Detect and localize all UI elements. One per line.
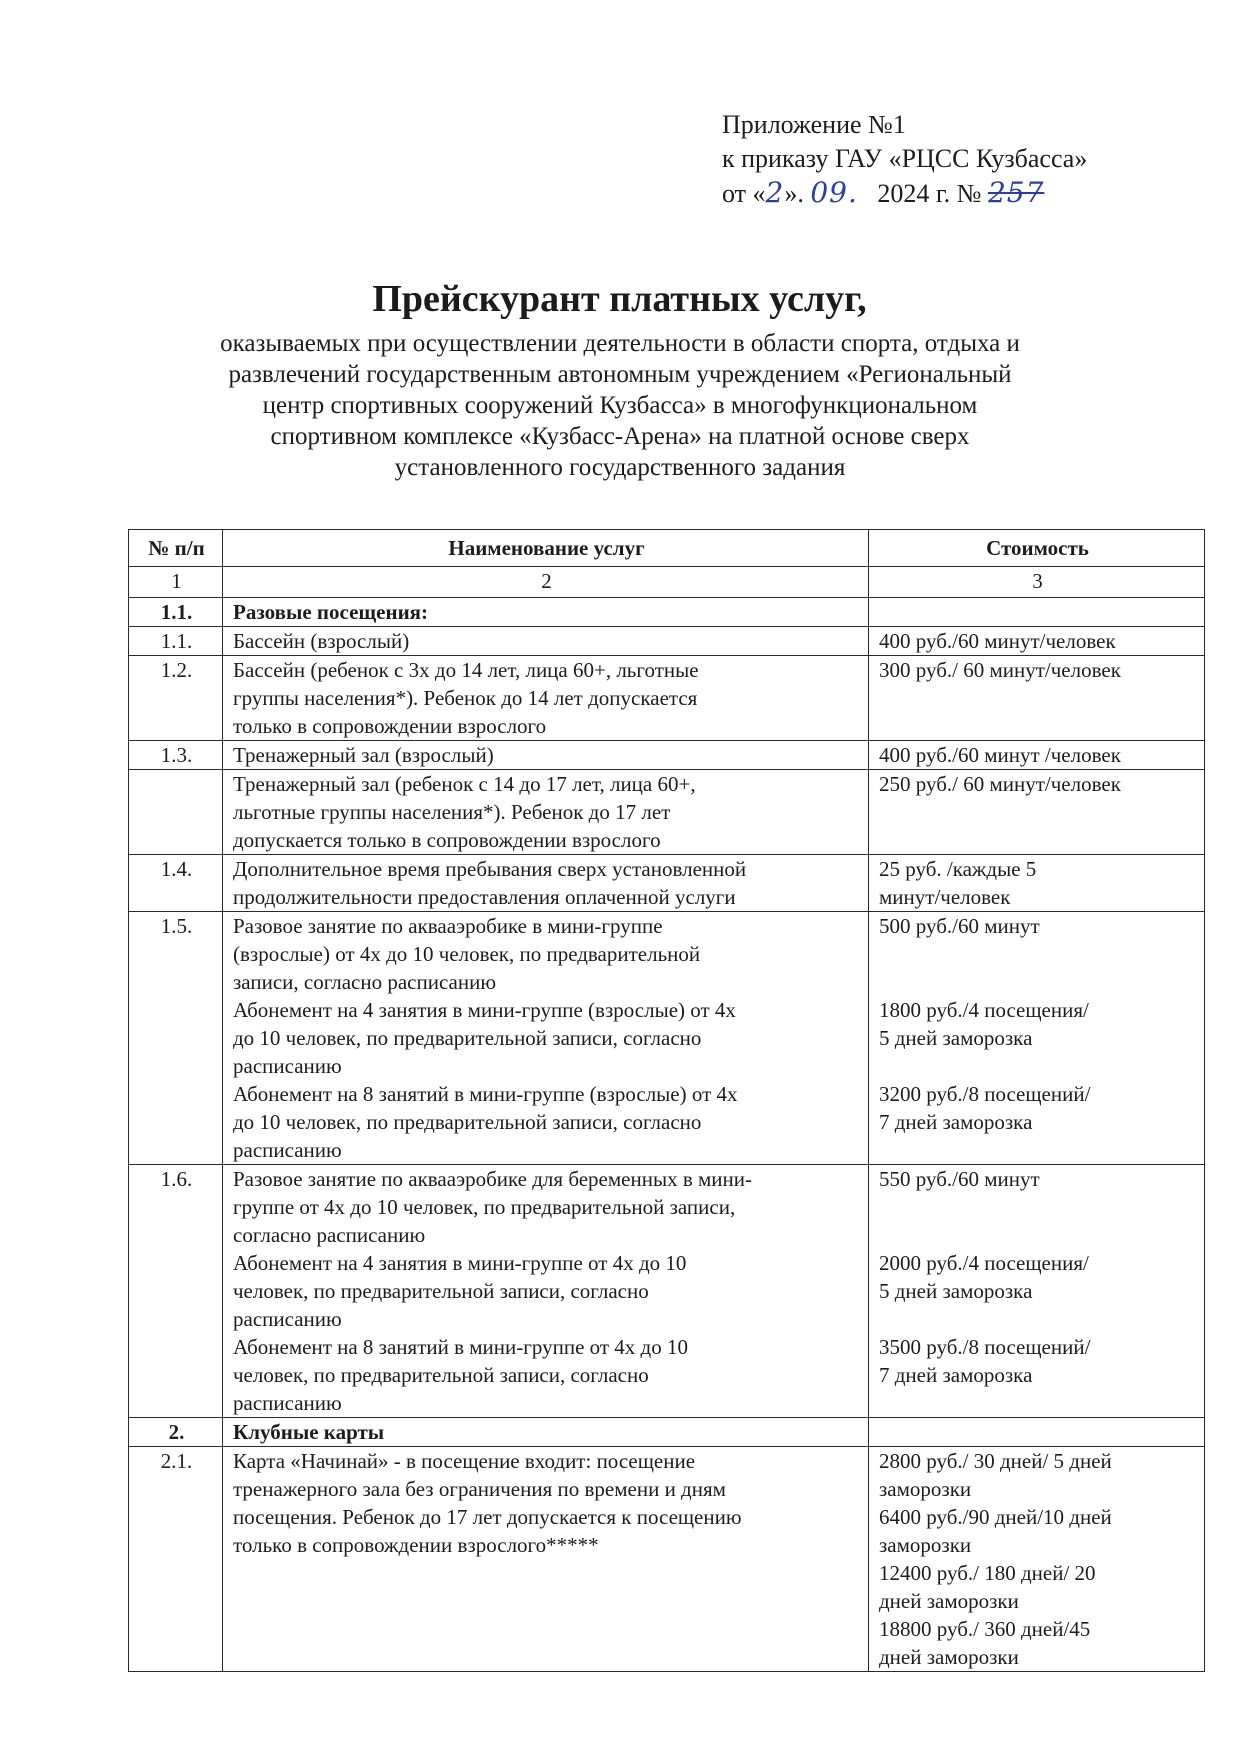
price-line: заморозки <box>879 1533 972 1557</box>
service-line: (взрослые) от 4х до 10 человек, по предварительной <box>233 942 701 966</box>
service-line: Разовое занятие по аквааэробике в мини-группе <box>233 914 663 938</box>
price-line: 5 дней заморозка <box>879 1279 1033 1303</box>
section-price-empty <box>869 1418 1205 1447</box>
service-name <box>223 741 869 770</box>
date-separator: ». <box>784 179 804 208</box>
header-number: № п/п <box>129 530 223 567</box>
appendix-header <box>722 108 1087 211</box>
service-line: Тренажерный зал (ребенок с 14 до 17 лет, лица 60+, <box>233 772 696 796</box>
service-line: расписанию <box>233 1054 342 1078</box>
service-line: только в сопровождении взрослого***** <box>233 1533 599 1557</box>
service-line: Абонемент на 8 занятий в мини-группе (взрослые) от 4х <box>233 1082 738 1106</box>
row-number <box>129 770 223 855</box>
service-price <box>869 741 1205 770</box>
table-row <box>129 1165 1205 1418</box>
price-line: 3500 руб./8 посещений/ <box>879 1335 1091 1359</box>
appendix-title: Приложение №1 <box>722 110 906 139</box>
service-price <box>869 1165 1205 1418</box>
service-line: допускается только в сопровождении взрослого <box>233 828 661 852</box>
row-number: 1.5. <box>129 912 223 1165</box>
handwritten-month: 09. <box>810 176 858 209</box>
service-line: Абонемент на 8 занятий в мини-группе от 4х до 10 <box>233 1335 688 1359</box>
service-line: согласно расписанию <box>233 1223 426 1247</box>
service-line: группе от 4х до 10 человек, по предварительной записи, <box>233 1195 736 1219</box>
row-number: 1.6. <box>129 1165 223 1418</box>
table-row <box>129 656 1205 741</box>
price-line: 5 дней заморозка <box>879 1026 1033 1050</box>
index-cell: 3 <box>869 567 1205 598</box>
date-year: 2024 г. № <box>877 179 982 208</box>
price-line: 12400 руб./ 180 дней/ 20 <box>879 1561 1096 1585</box>
service-price <box>869 627 1205 656</box>
row-number: 1.2. <box>129 656 223 741</box>
section-title: Клубные карты <box>223 1418 869 1447</box>
date-open-quote: « <box>752 179 766 208</box>
index-cell: 1 <box>129 567 223 598</box>
price-line: 400 руб./60 минут/человек <box>879 629 1116 653</box>
table-row <box>129 770 1205 855</box>
date-prefix: от <box>722 179 747 208</box>
service-line: льготные группы населения*). Ребенок до 17 лет <box>233 800 671 824</box>
service-line: Бассейн (взрослый) <box>233 629 410 653</box>
service-name <box>223 1165 869 1418</box>
service-price <box>869 770 1205 855</box>
section-row <box>129 1418 1205 1447</box>
subtitle-line: оказываемых при осуществлении деятельности в области спорта, отдыха и <box>220 330 1020 357</box>
row-number: 1.4. <box>129 855 223 912</box>
header-price: Стоимость <box>869 530 1205 567</box>
price-line: 250 руб./ 60 минут/человек <box>879 772 1121 796</box>
service-line: Абонемент на 4 занятия в мини-группе от 4х до 10 <box>233 1251 687 1275</box>
service-line: человек, по предварительной записи, согласно <box>233 1363 649 1387</box>
service-line: человек, по предварительной записи, согласно <box>233 1279 649 1303</box>
service-name <box>223 1447 869 1672</box>
service-line: до 10 человек, по предварительной записи, согласно <box>233 1110 702 1134</box>
section-price-empty <box>869 598 1205 627</box>
row-number: 2.1. <box>129 1447 223 1672</box>
table-row <box>129 912 1205 1165</box>
section-title: Разовые посещения: <box>223 598 869 627</box>
header-service-name: Наименование услуг <box>223 530 869 567</box>
price-line: дней заморозки <box>879 1645 1019 1669</box>
row-number: 1.3. <box>129 741 223 770</box>
price-line: 6400 руб./90 дней/10 дней <box>879 1505 1112 1529</box>
price-line: 300 руб./ 60 минут/человек <box>879 658 1121 682</box>
price-line: 400 руб./60 минут /человек <box>879 743 1121 767</box>
subtitle-line: центр спортивных сооружений Кузбасса» в многофункциональном <box>262 392 978 419</box>
section-number: 2. <box>129 1418 223 1447</box>
table-row <box>129 1447 1205 1672</box>
price-line: заморозки <box>879 1477 972 1501</box>
service-name <box>223 770 869 855</box>
service-name <box>223 855 869 912</box>
price-line: 2000 руб./4 посещения/ <box>879 1251 1089 1275</box>
service-line: расписанию <box>233 1307 342 1331</box>
price-line: дней заморозки <box>879 1589 1019 1613</box>
section-number: 1.1. <box>129 598 223 627</box>
appendix-order-ref: к приказу ГАУ «РЦСС Кузбасса» <box>722 144 1088 173</box>
service-line: посещения. Ребенок до 17 лет допускается к посещению <box>233 1505 742 1529</box>
service-price <box>869 1447 1205 1672</box>
price-line: 500 руб./60 минут <box>879 914 1040 938</box>
service-line: до 10 человек, по предварительной записи, согласно <box>233 1026 702 1050</box>
price-line: 18800 руб./ 360 дней/45 <box>879 1617 1091 1641</box>
row-number: 1.1. <box>129 627 223 656</box>
price-line: 25 руб. /каждые 5 <box>879 857 1037 881</box>
subtitle-line: развлечений государственным автономным учреждением «Региональный <box>228 361 1012 388</box>
price-line: 3200 руб./8 посещений/ <box>879 1082 1091 1106</box>
price-line: 1800 руб./4 посещения/ <box>879 998 1089 1022</box>
subtitle-line: установленного государственного задания <box>394 454 846 481</box>
price-line: 7 дней заморозка <box>879 1110 1033 1134</box>
service-line: только в сопровождении взрослого <box>233 714 547 738</box>
table-row <box>129 627 1205 656</box>
handwritten-order-number: 257 <box>987 176 1045 209</box>
price-line: минут/человек <box>879 885 1011 909</box>
service-line: расписанию <box>233 1391 342 1415</box>
table-row <box>129 855 1205 912</box>
service-line: продолжительности предоставления оплаченной услуги <box>233 885 736 909</box>
table-row <box>129 741 1205 770</box>
price-line: 7 дней заморозка <box>879 1363 1033 1387</box>
service-line: Карта «Начинай» - в посещение входит: посещение <box>233 1449 696 1473</box>
service-name <box>223 656 869 741</box>
document-title: Прейскурант платных услуг, <box>372 278 867 320</box>
service-line: Тренажерный зал (взрослый) <box>233 743 494 767</box>
table-header-row <box>129 530 1205 567</box>
appendix-date-line <box>722 176 1087 211</box>
index-cell: 2 <box>223 567 869 598</box>
service-line: расписанию <box>233 1138 342 1162</box>
price-line: 2800 руб./ 30 дней/ 5 дней <box>879 1449 1112 1473</box>
service-line: Бассейн (ребенок с 3х до 14 лет, лица 60+, льготные <box>233 658 699 682</box>
service-line: Дополнительное время пребывания сверх установленной <box>233 857 747 881</box>
service-line: записи, согласно расписанию <box>233 970 497 994</box>
handwritten-day: 2 <box>765 176 785 209</box>
column-index-row <box>129 567 1205 598</box>
service-price <box>869 855 1205 912</box>
document-subtitle <box>180 328 1060 483</box>
service-line: Разовое занятие по аквааэробике для беременных в мини- <box>233 1167 752 1191</box>
price-line: 550 руб./60 минут <box>879 1167 1040 1191</box>
service-line: Абонемент на 4 занятия в мини-группе (взрослые) от 4х <box>233 998 736 1022</box>
service-name <box>223 627 869 656</box>
section-row <box>129 598 1205 627</box>
service-name <box>223 912 869 1165</box>
service-price <box>869 912 1205 1165</box>
service-price <box>869 656 1205 741</box>
subtitle-line: спортивном комплексе «Кузбасс-Арена» на платной основе сверх <box>270 423 970 450</box>
price-table <box>128 529 1205 1672</box>
service-line: тренажерного зала без ограничения по времени и дням <box>233 1477 726 1501</box>
service-line: группы населения*). Ребенок до 14 лет допускается <box>233 686 698 710</box>
